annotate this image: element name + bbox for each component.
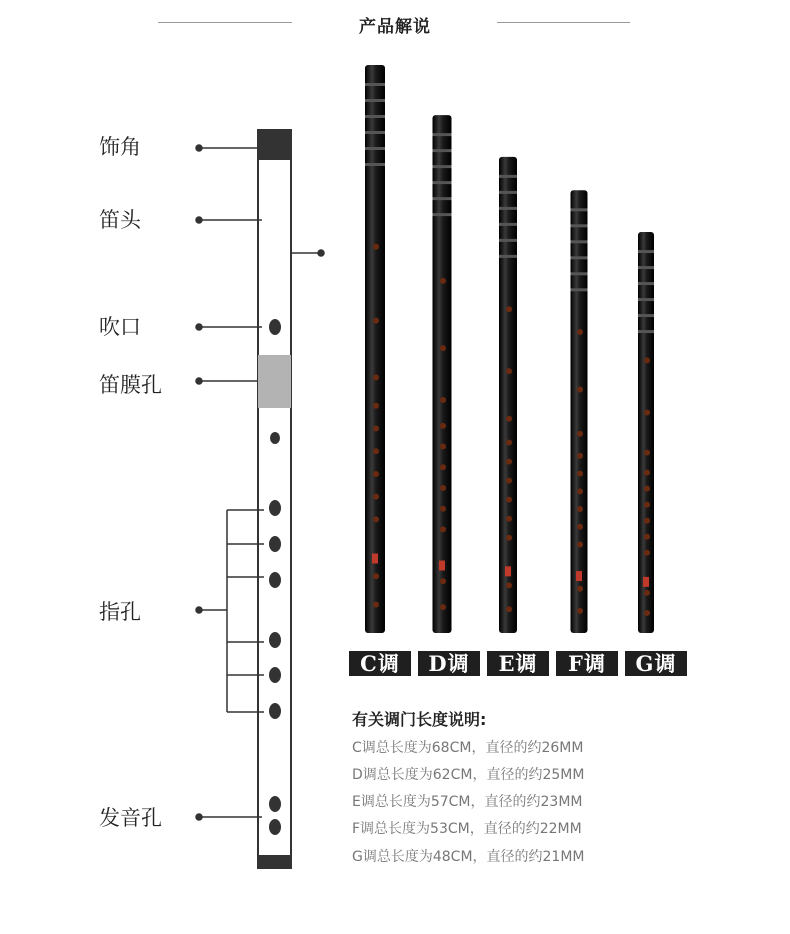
flute-hole [644,502,650,508]
flute-hole [506,582,512,588]
label-ornament: 饰角 [99,135,141,159]
key-badge-e: E调 [487,651,549,676]
flute-hole [373,602,379,608]
binding-band [499,255,517,258]
page-title: 产品解说 [359,17,431,37]
binding-band [365,115,385,118]
binding-band [499,239,517,242]
ornament-cap-bottom [257,855,292,869]
flute-hole [644,550,650,556]
sound-hole [269,819,281,835]
flute-g [638,232,654,633]
key-badge-g: G调 [625,651,687,676]
flute-hole [644,486,650,492]
flute-hole [440,397,446,403]
flute-hole [440,506,446,512]
binding-band [638,250,654,253]
binding-band [499,207,517,210]
label-finger: 指孔 [99,600,141,624]
flute-hole [373,374,379,380]
binding-band [499,175,517,178]
binding-band [433,165,452,168]
label-head: 笛头 [99,208,141,232]
binding-band [638,282,654,285]
binding-band [365,99,385,102]
finger-hole [269,536,281,552]
label-membrane: 笛膜孔 [99,373,162,397]
binding-band [638,314,654,317]
binding-band [433,133,452,136]
flute-hole [577,488,583,494]
spec-line-c: C调总长度为68CM，直径的约26MM [352,740,584,756]
flute-body [365,65,385,633]
binding-band [571,224,588,227]
binding-band [638,266,654,269]
ornament-cap-top [257,129,292,160]
red-seal [439,560,445,570]
flute-hole [373,494,379,500]
flute-hole [506,478,512,484]
leader-dot [196,607,202,613]
flute-body [638,232,654,633]
flute-hole [644,450,650,456]
flute-hole [644,470,650,476]
finger-hole [269,703,281,719]
binding-band [499,223,517,226]
flute-hole [644,534,650,540]
binding-band [638,298,654,301]
flute-hole [577,329,583,335]
anatomy-diagram [0,0,340,934]
spec-heading: 有关调门长度说明: [352,710,487,729]
leader-dot [318,250,324,256]
binding-band [571,272,588,275]
flute-hole [506,535,512,541]
flute-hole [506,306,512,312]
red-seal [643,577,649,587]
binding-band [638,330,654,333]
leader-dot [196,217,202,223]
binding-band [365,147,385,150]
flute-body [499,157,517,633]
leader-dot [196,378,202,384]
flute-hole [506,497,512,503]
spec-line-e: E调总长度为57CM，直径的约23MM [352,794,583,810]
flute-hole [577,608,583,614]
flute-lineup [340,55,700,645]
flute-hole [440,464,446,470]
binding-band [433,197,452,200]
flute-hole [373,516,379,522]
flute-body [433,115,452,633]
membrane-hole [258,355,291,408]
flute-hole [506,440,512,446]
flute-hole [577,541,583,547]
flute-d [433,115,452,633]
binding-band [365,83,385,86]
finger-hole [269,500,281,516]
binding-band [433,149,452,152]
binding-band [365,131,385,134]
flute-hole [373,573,379,579]
leader-dot [196,814,202,820]
binding-band [571,208,588,211]
sound-hole [269,796,281,812]
flute-hole [440,578,446,584]
binding-band [499,191,517,194]
key-badge-f: F调 [556,651,618,676]
flute-hole [373,318,379,324]
flute-hole [644,518,650,524]
flute-hole [373,471,379,477]
flute-hole [644,357,650,363]
red-seal [576,571,582,581]
spec-line-g: G调总长度为48CM，直径的约21MM [352,849,585,865]
key-badge-c: C调 [349,651,411,676]
flute-hole [577,586,583,592]
flute-hole [373,244,379,250]
label-sound: 发音孔 [99,806,162,830]
flute-hole [506,606,512,612]
small-hole [270,432,280,444]
flute-hole [440,444,446,450]
red-seal [505,566,511,576]
key-badge-d: D调 [418,651,480,676]
leader-dot [196,145,202,151]
flute-hole [373,403,379,409]
title-rule-right [497,22,630,23]
label-mouth: 吹口 [99,315,141,339]
flute-hole [577,471,583,477]
flute-hole [506,416,512,422]
flute-hole [440,604,446,610]
finger-hole [269,632,281,648]
flute-hole [577,453,583,459]
red-seal [372,553,378,563]
flute-hole [440,278,446,284]
flute-f [571,190,588,633]
flute-hole [506,516,512,522]
flute-hole [373,426,379,432]
binding-band [571,288,588,291]
binding-band [571,256,588,259]
spec-line-d: D调总长度为62CM，直径的约25MM [352,767,585,783]
flute-hole [644,409,650,415]
flute-hole [506,368,512,374]
flute-hole [506,459,512,465]
flute-hole [440,526,446,532]
binding-band [433,181,452,184]
flute-hole [577,431,583,437]
flute-hole [577,524,583,530]
binding-band [433,213,452,216]
flute-e [499,157,517,633]
flute-outline [258,130,291,868]
spec-line-f: F调总长度为53CM，直径的约22MM [352,821,582,837]
flute-hole [577,506,583,512]
flute-hole [440,423,446,429]
flute-hole [440,345,446,351]
flute-hole [577,387,583,393]
finger-hole [269,667,281,683]
flute-hole [440,485,446,491]
leader-dot [196,324,202,330]
finger-hole [269,572,281,588]
flute-hole [644,610,650,616]
binding-band [571,240,588,243]
flute-c [365,65,385,633]
flute-hole [373,448,379,454]
flute-hole [644,590,650,596]
binding-band [365,163,385,166]
mouth-hole [269,319,281,335]
